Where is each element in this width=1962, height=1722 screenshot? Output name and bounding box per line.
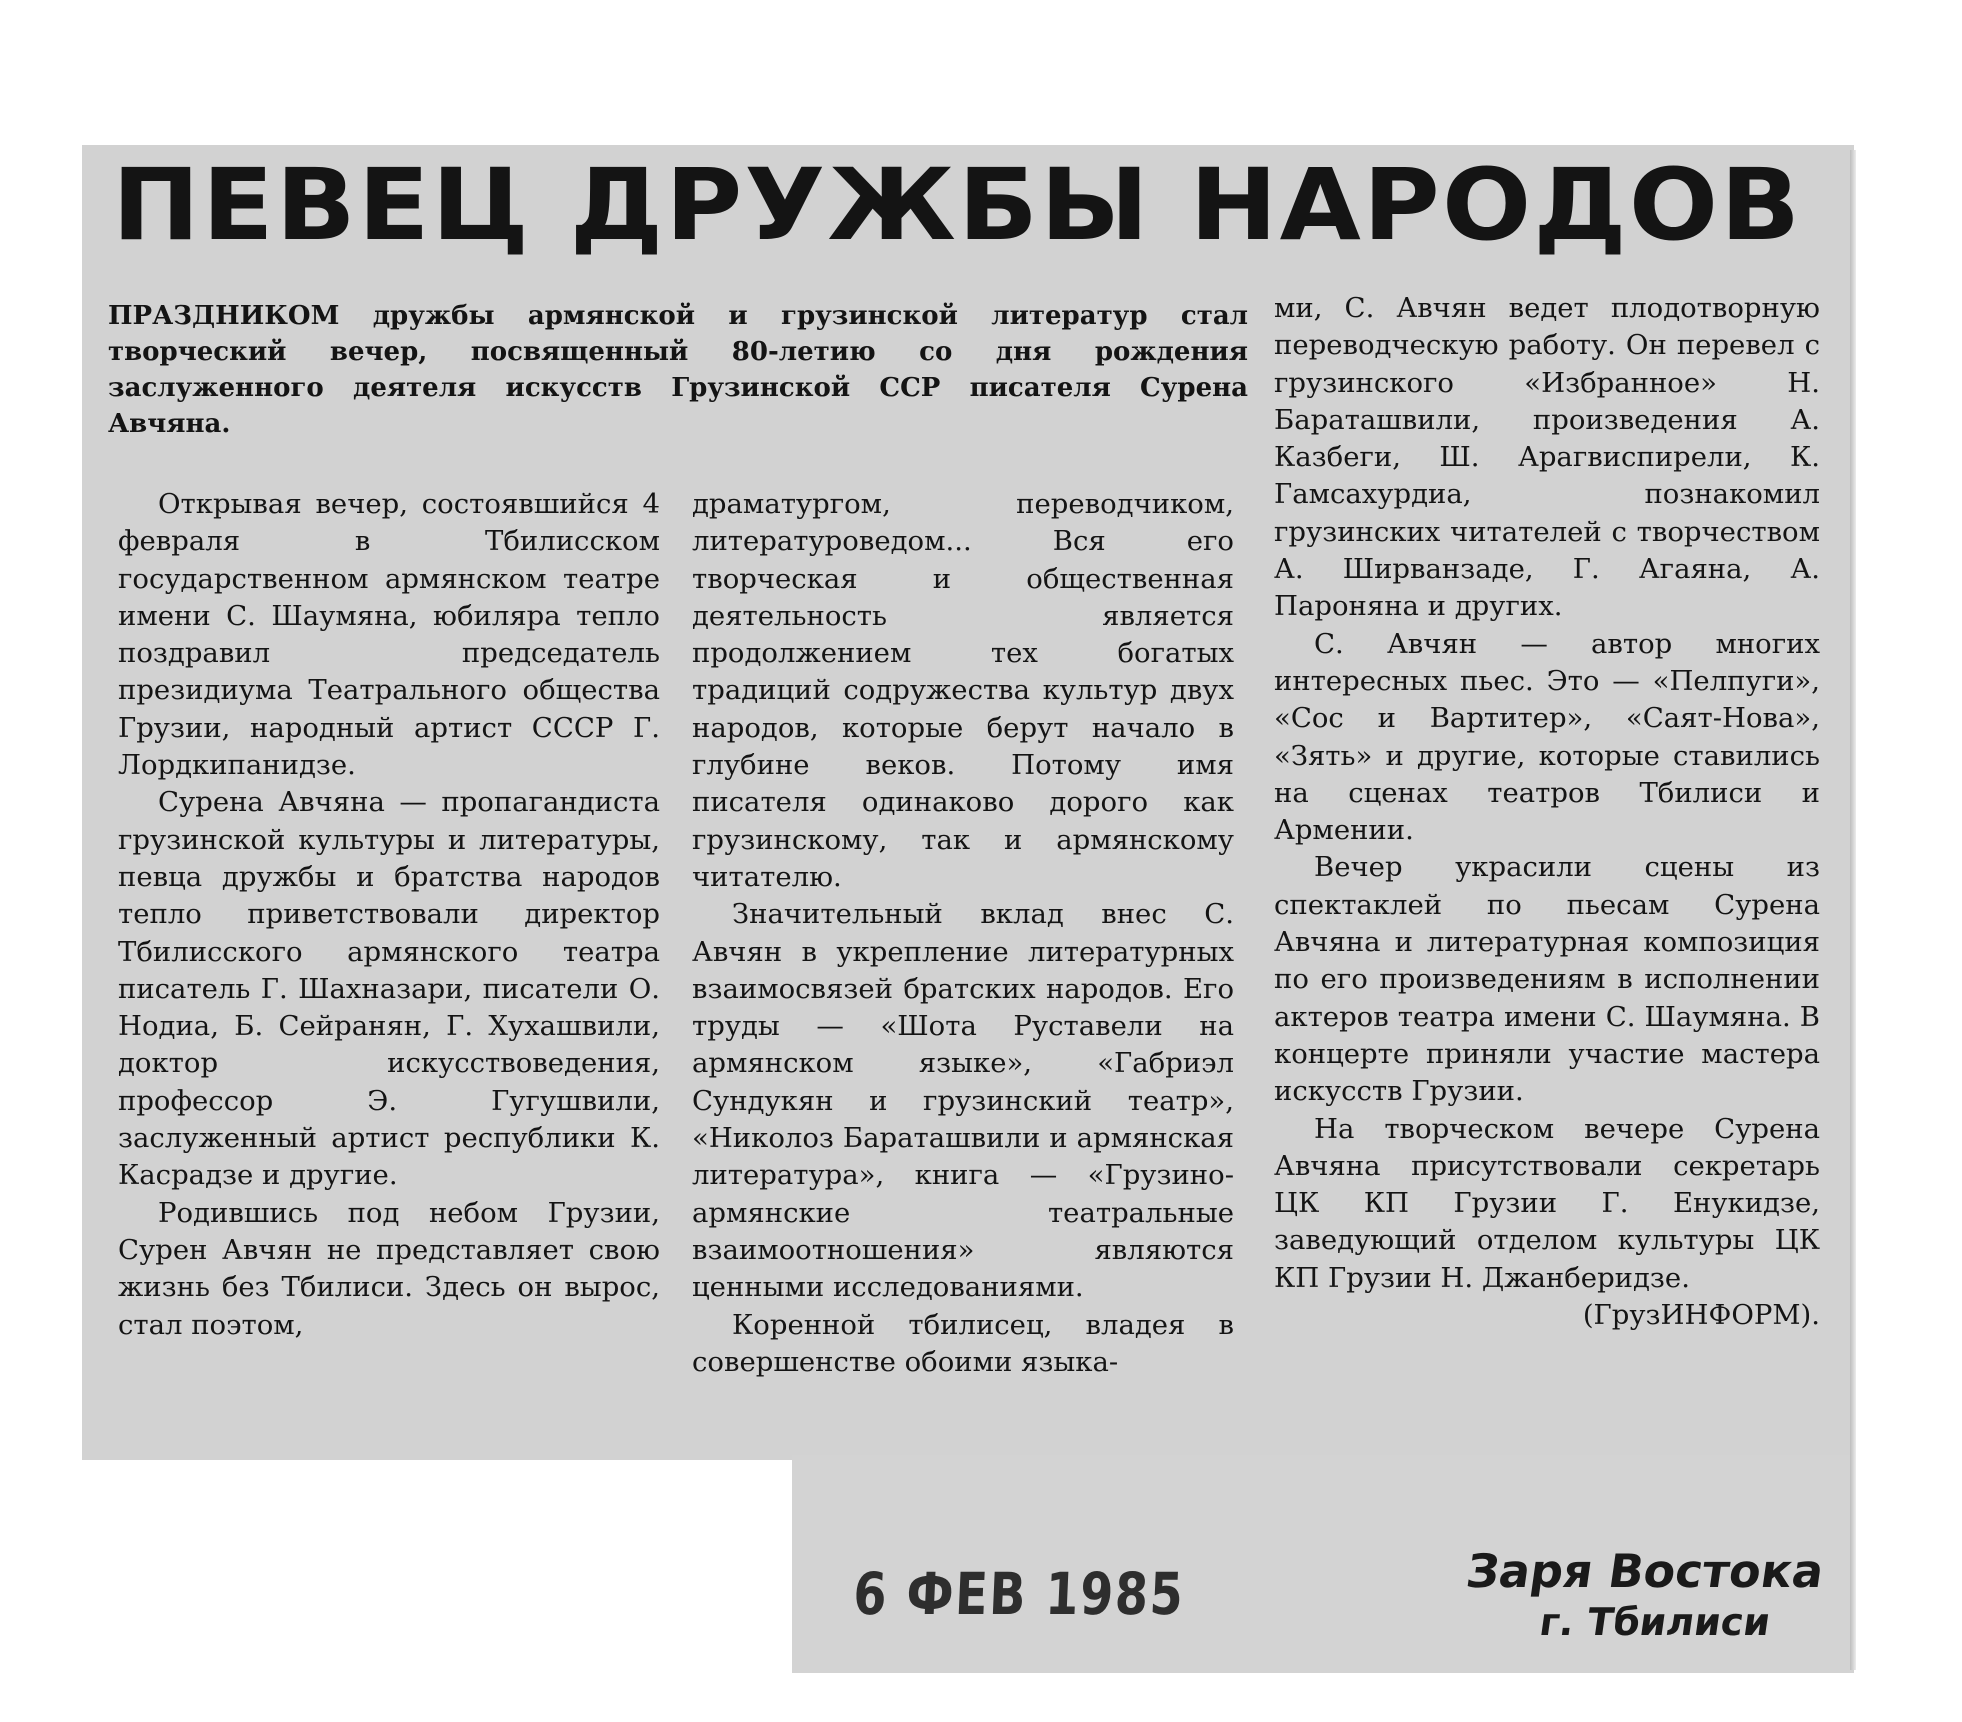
article-lede: ПРАЗДНИКОМ дружбы армянской и грузинской литератур стал творческий вечер, посвященный 80-летию со дня рождения заслуженного деятеля искусств Грузинской ССР писателя Сурена Авчяна. bbox=[108, 301, 1248, 439]
article-column-2 bbox=[692, 486, 1234, 1381]
date-stamp: 6 ФЕВ 1985 bbox=[852, 1560, 1186, 1628]
paragraph: Значительный вклад внес С. Авчян в укрепление литературных взаимосвязей братских народов. Его труды — «Шота Руставели на армянском языке», «Габриэл Сундукян и грузинский театр», «Николоз Бараташвили и армянская литература», книга — «Грузино-армянские театральные взаимоотношения» являются ценными исследованиями. bbox=[692, 898, 1234, 1304]
article-column-1 bbox=[118, 486, 660, 1344]
newspaper-name: Заря Востока bbox=[1462, 1544, 1828, 1598]
paragraph: С. Авчян — автор многих интересных пьес. Это — «Пелпуги», «Сос и Вартитер», «Саят-Нова», «Зять» и другие, которые ставились на сценах театров Тбилиси и Армении. bbox=[1274, 627, 1820, 847]
paragraph: Вечер украсили сцены из спектаклей по пьесам Сурена Авчяна и литературная композиция по его произведениям в исполнении актеров театра имени С. Шаумяна. В концерте приняли участие мастера искусств Грузии. bbox=[1274, 851, 1820, 1108]
newspaper-city: г. Тбилиси bbox=[1536, 1599, 1774, 1644]
paragraph: Открывая вечер, состоявшийся 4 февраля в Тбилисском государственном армянском театре имени С. Шаумяна, юбиляра тепло поздравил председатель президиума Театрального общества Грузии, народный артист СССР Г. Лордкипанидзе. bbox=[118, 488, 660, 782]
page-edge bbox=[1850, 150, 1856, 1670]
paragraph: ми, С. Авчян ведет плодотворную переводческую работу. Он перевел с грузинского «Избранное» Н. Бараташвили, произведения А. Казбеги, Ш. Арагвиспирели, К. Гамсахурдиа, познакомил грузинских читателей с творчеством А. Ширванзаде, Г. Агаяна, А. Пароняна и других. bbox=[1274, 292, 1820, 623]
newspaper-source bbox=[1455, 1545, 1835, 1647]
paragraph: драматургом, переводчиком, литературоведом... Вся его творческая и общественная деятельность является продолжением тех богатых традиций содружества культур двух народов, которые берут начало в глубине веков. Потому имя писателя одинаково дорого как грузинскому, так и армянскому читателю. bbox=[692, 488, 1234, 893]
article-column-3 bbox=[1274, 290, 1820, 1334]
article-credit: (ГрузИНФОРМ). bbox=[1582, 1299, 1820, 1332]
article-headline: ПЕВЕЦ ДРУЖБЫ НАРОДОВ bbox=[112, 148, 1803, 263]
paragraph: Родившись под небом Грузии, Сурен Авчян не представляет свою жизнь без Тбилиси. Здесь он вырос, стал поэтом, bbox=[118, 1196, 660, 1341]
paragraph: Сурена Авчяна — пропагандиста грузинской культуры и литературы, певца дружбы и братства народов тепло приветствовали директор Тбилисского армянского театра писатель Г. Шахназари, писатели О. Нодиа, Б. Сейранян, Г. Хухашвили, доктор искусствоведения, профессор Э. Гугушвили, заслуженный артист республики К. Касрадзе и другие. bbox=[118, 786, 660, 1192]
paragraph: На творческом вечере Сурена Авчяна присутствовали секретарь ЦК КП Грузии Г. Енукидзе, заведующий отделом культуры ЦК КП Грузии Н. Джанберидзе. bbox=[1274, 1112, 1820, 1294]
paragraph: Коренной тбилисец, владея в совершенстве обоими языка- bbox=[692, 1308, 1234, 1378]
